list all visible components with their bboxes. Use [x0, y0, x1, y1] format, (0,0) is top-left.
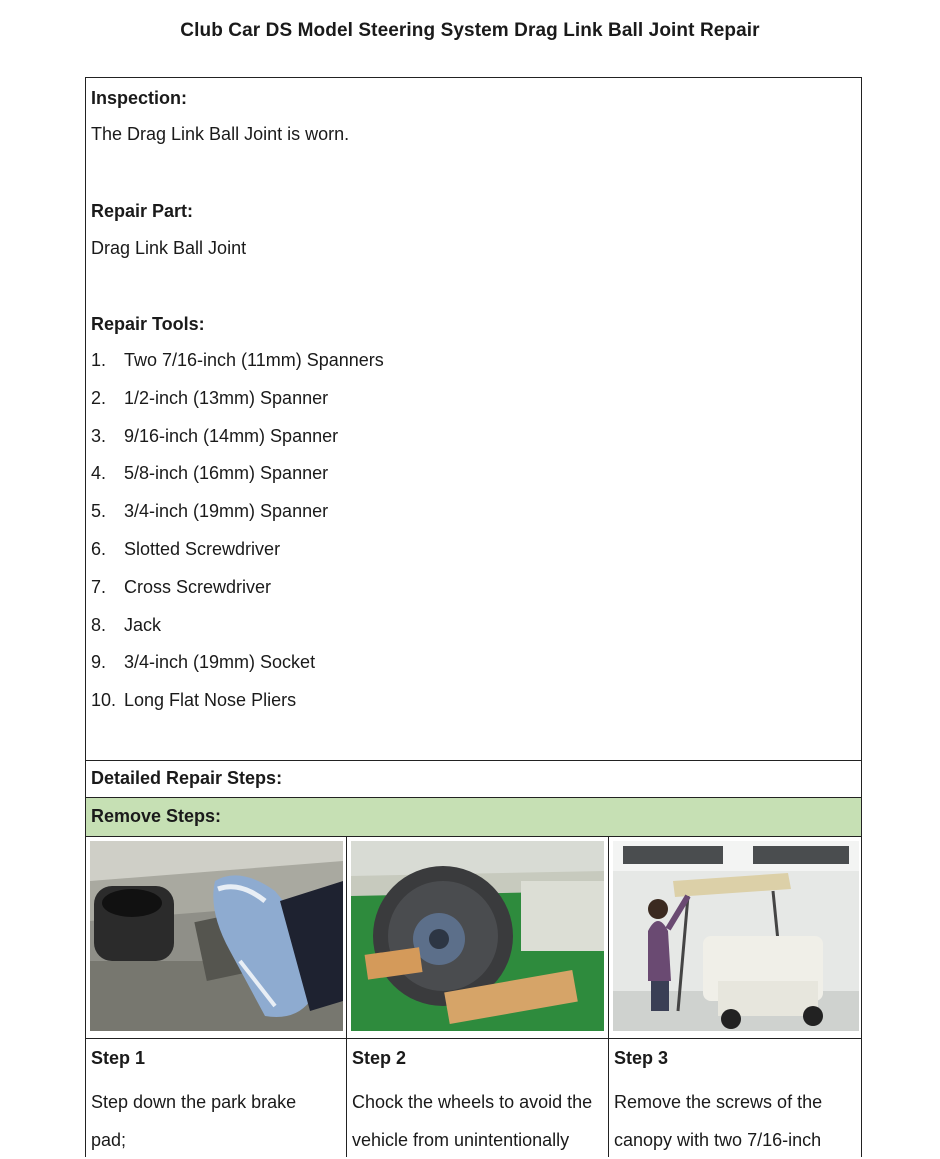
repair-sheet-table [85, 77, 862, 1157]
remove-steps-heading: Remove Steps: [91, 806, 222, 826]
row-divider [86, 1038, 861, 1039]
repair-part-heading: Repair Part: [91, 201, 194, 221]
list-item: 5. 3/4-inch (19mm) Spanner [91, 501, 329, 522]
inspection-heading: Inspection: [91, 88, 188, 108]
detailed-steps-heading: Detailed Repair Steps: [91, 768, 283, 788]
list-item: 4. 5/8-inch (16mm) Spanner [91, 463, 329, 484]
step2-title: Step 2 [352, 1048, 407, 1068]
document-title: Club Car DS Model Steering System Drag Link Ball Joint Repair [180, 20, 760, 41]
list-item: 8. Jack [91, 614, 162, 635]
brake-pedal-photo [90, 841, 343, 1031]
list-item: 6. Slotted Screwdriver [91, 538, 281, 559]
step2-description: Chock the wheels to avoid the vehicle from unintentionally [352, 1092, 593, 1150]
step3-photo [613, 841, 859, 1031]
remove-steps-band [86, 798, 861, 837]
inspection-text: The Drag Link Ball Joint is worn. [91, 124, 350, 144]
step3-title: Step 3 [614, 1048, 669, 1068]
step3-description: Remove the screws of the canopy with two 7/16-inch [614, 1092, 823, 1150]
list-item: 7. Cross Screwdriver [91, 576, 272, 597]
repair-tools-list [91, 349, 384, 727]
step2-photo [351, 841, 604, 1031]
list-item: 3. 9/16-inch (14mm) Spanner [91, 425, 339, 446]
list-item: 10. Long Flat Nose Pliers [91, 690, 297, 711]
step1-title: Step 1 [91, 1048, 146, 1068]
row-divider [86, 760, 861, 761]
column-divider [346, 837, 347, 1157]
list-item: 2. 1/2-inch (13mm) Spanner [91, 387, 329, 408]
column-divider [608, 837, 609, 1157]
step1-photo [90, 841, 343, 1031]
golf-cart-canopy-photo [613, 841, 859, 1031]
repair-part-text: Drag Link Ball Joint [91, 238, 247, 258]
step1-description: Step down the park brake pad; [91, 1092, 297, 1150]
list-item: 9. 3/4-inch (19mm) Socket [91, 652, 316, 673]
repair-tools-heading: Repair Tools: [91, 314, 205, 334]
list-item: 1. Two 7/16-inch (11mm) Spanners [91, 350, 384, 370]
wheel-chock-photo [351, 841, 604, 1031]
